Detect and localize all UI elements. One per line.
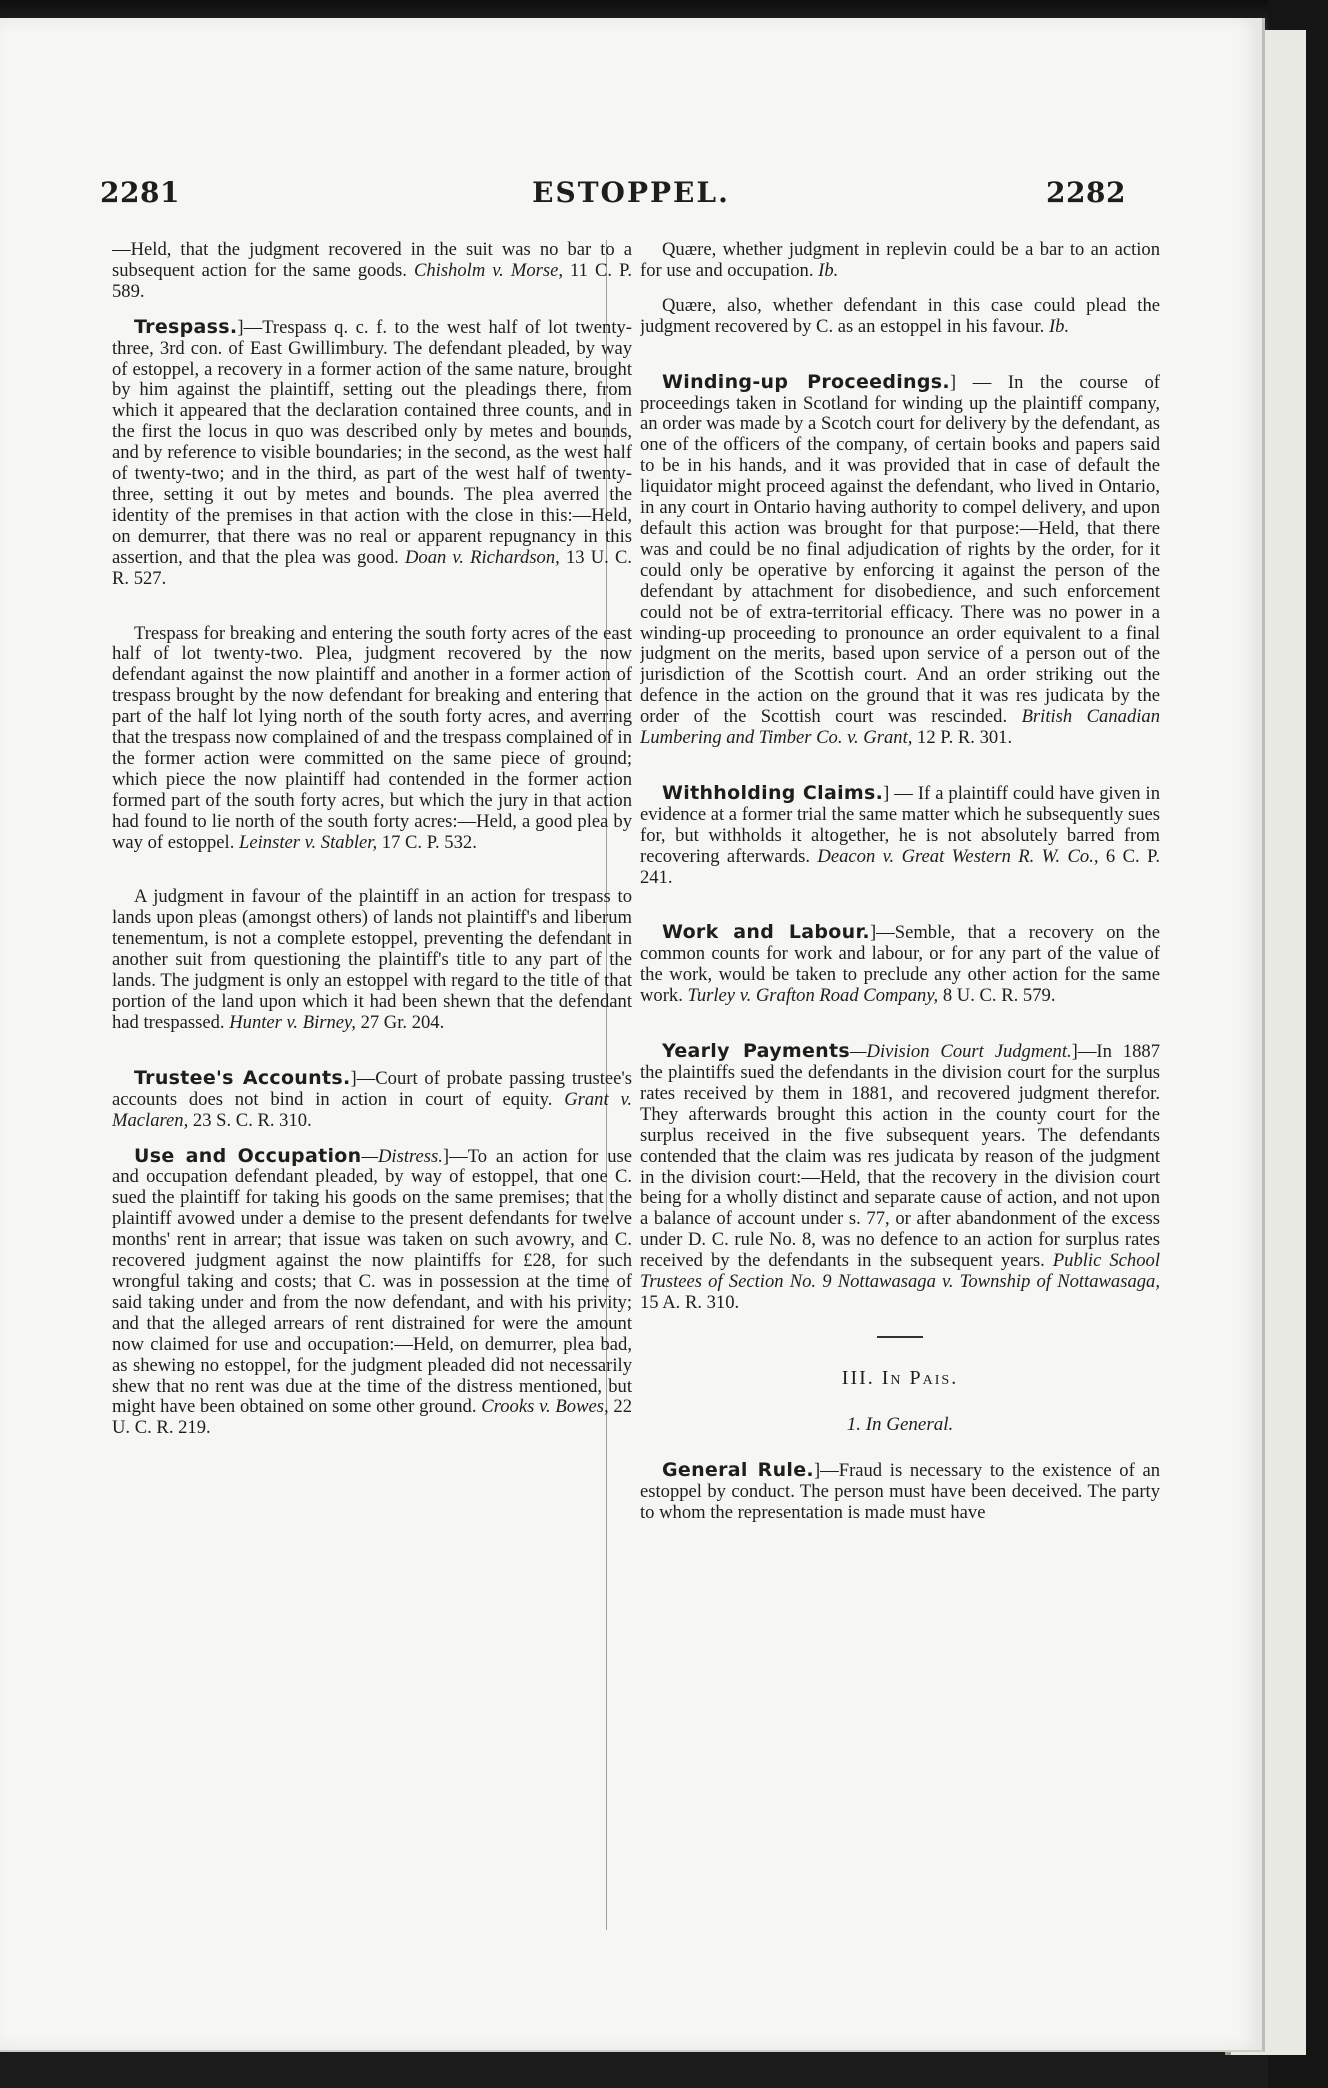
paragraph: Quære, also, whether defendant in this case could plead the judgment recovered by C. as an estoppel in his favour. Ib. xyxy=(640,294,1160,337)
paragraph: General Rule.]—Fraud is necessary to the existence of an estoppel by conduct. The person must have been deceived. The party to whom the representation is made must have xyxy=(640,1458,1160,1523)
paragraph: —Held, that the judgment recovered in the suit was no bar to a subsequent action for the same goods. Chisholm v. Morse, 11 C. P. 589. xyxy=(112,240,632,302)
section-heading: III. In Pais. xyxy=(841,1366,959,1389)
paragraph: Yearly Payments—Division Court Judgment.]—In 1887 the plaintiffs sued the defendants in the division court for the surplus rates received by them in 1881, and recovered judgment therefor. They afterwards brought this action in the county court for the surplus received in the five subsequent years. The defendants contended that the claim was res judicata by reason of the judgment in the division court:—Held, that the recovery in the division court being for a wholly distinct and separate cause of action, and not upon a balance of account under s. 77, or after abandonment of the excess under D. C. rule No. 8, was no defence to an action for surplus rates received by the defendants in the subsequent years. Public School Trustees of Section No. 9 Nottawasaga v. Township of Nottawasaga, 15 A. R. 310. xyxy=(640,1040,1160,1313)
paragraph: Work and Labour.]—Semble, that a recovery on the common counts for work and labour, or for any part of the value of the work, would be taken to preclude any other action for the same work. Turley v. Grafton Road Company, 8 U. C. R. 579. xyxy=(640,921,1160,1007)
page-number-right: 2282 xyxy=(1046,176,1126,209)
paragraph: Withholding Claims.] — If a plaintiff could have given in evidence at a former trial the same matter which he subsequently sues for, but withholds it altogether, he is not absolutely barred from recovering afterwards. Deacon v. Great Western R. W. Co., 6 C. P. 241. xyxy=(640,781,1160,888)
entry-heading: Work and Labour. xyxy=(662,921,870,944)
entry-heading: Yearly Payments xyxy=(662,1040,850,1063)
paragraph: A judgment in favour of the plaintiff in an action for trespass to lands upon pleas (amongst others) of lands not plaintiff's and liberum tenementum, is not a complete estoppel, preventing the defendant in another suit from questioning the plaintiff's title to any part of the lands. The judgment is only an estoppel with regard to the title of that portion of the land upon which it had been shewn that the defendant had trespassed. Hunter v. Birney, 27 Gr. 204. xyxy=(112,886,632,1033)
left-column xyxy=(112,240,632,1960)
entry-heading: Trespass. xyxy=(134,315,238,338)
paragraph: Quære, whether judgment in replevin could be a bar to an action for use and occupation. Ib. xyxy=(640,240,1160,281)
entry-heading: Winding-up Proceedings. xyxy=(662,370,950,393)
subsection-heading: 1. In General. xyxy=(846,1413,954,1435)
book-page xyxy=(0,18,1265,2052)
paragraph: Use and Occupation—Distress.]—To an action for use and occupation defendant pleaded, by way of estoppel, that one C. sued the plaintiff for taking his goods on the same premises; that the plaintiff avowed under a demise to the present defendants for twelve months' rent in arrear; that issue was taken on such avowry, and C. recovered judgment against the now plaintiffs for £28, for such wrongful taking and costs; that C. was in possession at the time of said taking under and from the now defendant, and with his privity; and that the alleged arrears of rent distrained for were the amount now claimed for use and occupation:—Held, on demurrer, plea bad, as shewing no estoppel, for the judgment pleaded did not necessarily shew that no rent was due at the time of the distress mentioned, but might have been obtained on some other ground. Crooks v. Bowes, 22 U. C. R. 219. xyxy=(112,1144,632,1439)
paragraph: Winding-up Proceedings.] — In the course of proceedings taken in Scotland for winding up the plaintiff company, an order was made by a Scotch court for delivery by the defendant, as one of the officers of the company, of certain books and papers said to be in his hands, and it was provided that in case of default the liquidator might proceed against the defendant, who lived in Ontario, in any court in Ontario having authority to compel delivery, and upon default this action was brought for that purpose:—Held, that there was and could be no final adjudication of rights by the order, for it could only be operative by enforcing it against the person of the defendant by attachment for disobedience, and such enforcement could not be of extra-territorial efficacy. There was no power in a winding-up proceeding to pronounce an order equivalent to a final judgment on the merits, based upon service of a person out of the jurisdiction of the Scottish court. And an order striking out the defence in the action on the ground that it was res judicata by the order of the Scottish court was rescinded. British Canadian Lumbering and Timber Co. v. Grant, 12 P. R. 301. xyxy=(640,370,1160,749)
paragraph: Trespass for breaking and entering the south forty acres of the east half of lot twenty-two. Plea, judgment recovered by the now defendant against the now plaintiff and another in a former action of trespass brought by the now defendant for breaking and entering that part of the half lot lying north of the south forty acres, and averring that the trespass now complained of and the trespass complained of in the former action were committed on the same piece of ground; which piece the now plaintiff had contended in the former action formed part of the south forty acres, but which the jury in that action had found to lie north of the south forty acres:—Held, a good plea by way of estoppel. Leinster v. Stabler, 17 C. P. 532. xyxy=(112,622,632,853)
entry-heading: Trustee's Accounts. xyxy=(134,1066,351,1089)
section-rule xyxy=(877,1336,923,1338)
running-title: ESTOPPEL. xyxy=(532,176,730,209)
entry-heading: Withholding Claims. xyxy=(662,781,884,804)
page-number-left: 2281 xyxy=(100,176,180,209)
paragraph: Trustee's Accounts.]—Court of probate passing trustee's accounts does not bind in action in court of equity. Grant v. Maclaren, 23 S. C. R. 310. xyxy=(112,1066,632,1131)
entry-heading: General Rule. xyxy=(662,1458,814,1481)
entry-heading: Use and Occupation xyxy=(134,1144,362,1167)
paragraph: Trespass.]—Trespass q. c. f. to the west half of lot twenty-three, 3rd con. of East Gwillimbury. The defendant pleaded, by way of estoppel, a recovery in a former action of the same nature, brought by him against the plaintiff, setting out the pleadings there, from which it appeared that the declaration contained three counts, and in the first the locus in quo was described only by metes and bounds, and by reference to visible boundaries; in the second, as the west half of twenty-two; and in the third, as part of the west half of twenty-three, setting it out by metes and bounds. The plea averred the identity of the premises in that action with the close in this:—Held, on demurrer, that there was no real or apparent repugnancy in this assertion, and that the plea was good. Doan v. Richardson, 13 U. C. R. 527. xyxy=(112,315,632,589)
right-column xyxy=(640,240,1160,1960)
